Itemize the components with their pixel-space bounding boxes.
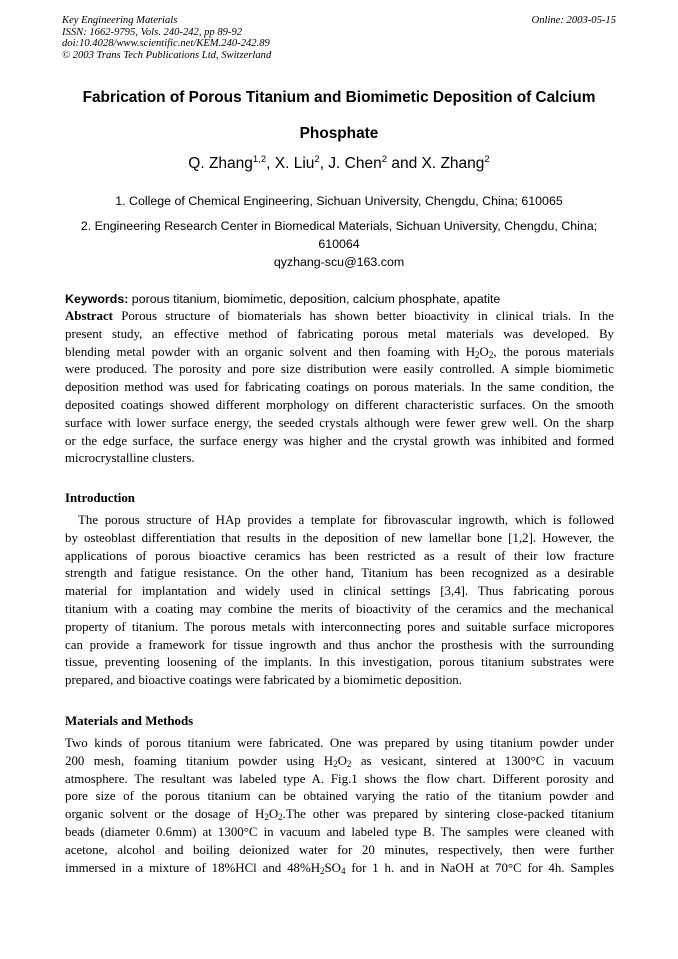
- author-name: , J. Chen: [319, 155, 382, 172]
- abstract: [65, 308, 614, 468]
- paper-title: [60, 80, 618, 152]
- abstract-line: microcrystalline clusters.: [65, 451, 195, 466]
- methods-line: Two kinds of porous titanium were fabricated. One was prepared by using titanium powder under: [65, 736, 614, 750]
- abstract-line: deposition method was used for fabricating coatings on porous materials. In the same condition, the: [65, 380, 614, 395]
- author-name: and X. Zhang: [387, 155, 485, 172]
- affiliation-2-line-1: 2. Engineering Research Center in Biomedical Materials, Sichuan University, Chengdu, China;: [80, 219, 598, 233]
- methods-line: beads (diameter 0.6mm) at 1300°C in vacuum and labeled type B. The samples were cleaned with: [65, 824, 614, 839]
- section-heading-introduction: Introduction: [65, 491, 135, 505]
- doi-line: doi:10.4028/www.scientific.net/KEM.240-242.89: [62, 38, 270, 50]
- abstract-line: deposited coatings showed different morphology on different characteristic surfaces. On the smooth: [65, 397, 614, 412]
- author-affiliation-mark: 2: [314, 154, 320, 165]
- author-name: Q. Zhang: [188, 155, 253, 172]
- intro-line: property of titanium. The porous metals with interconnecting pores and suitable surface micropores: [65, 619, 614, 634]
- intro-line: titanium with a coating may combine the merits of bioactivity of the ceramics and the mechanical: [65, 601, 614, 616]
- methods-line: atmosphere. The resultant was labeled type A. Fig.1 shows the flow chart. Different porosity and: [65, 771, 614, 786]
- author-affiliation-mark: 2: [381, 154, 388, 165]
- intro-line: tissue, preventing loosening of the implants. In this investigation, porous titanium substrates were: [65, 655, 614, 670]
- affiliation-2-line-2: 610064: [318, 237, 360, 251]
- methods-line: acetone, alcohol and boiling deionized water for 20 minutes, respectively, then were further: [65, 842, 614, 857]
- affiliation-2: [60, 217, 618, 253]
- abstract-line: blending metal powder with an organic solvent and then foaming with $H_2O_2$, the porous materials: [65, 344, 614, 360]
- keywords: [65, 291, 615, 307]
- copyright-line: © 2003 Trans Tech Publications Ltd, Switzerland: [62, 49, 272, 61]
- journal-header: [62, 15, 616, 61]
- issn-line: ISSN: 1662-9795, Vols. 240-242, pp 89-92: [62, 26, 243, 38]
- affiliation-1: 1. College of Chemical Engineering, Sichuan University, Chengdu, China; 610065: [115, 194, 563, 208]
- intro-line: can provide a framework for tissue ingrowth and thus anchor the prosthesis with the surrounding: [65, 637, 614, 652]
- intro-line: strength and fatigue resistance. On the other hand, Titanium has been recognized as a desirable: [65, 566, 614, 581]
- keywords-label: Keywords:: [65, 292, 129, 306]
- contact-email[interactable]: qyzhang-scu@163.com: [273, 255, 405, 269]
- title-line-2: Phosphate: [299, 125, 379, 142]
- journal-name: Key Engineering Materials: [62, 15, 178, 26]
- methods-line: immersed in a mixture of 18%HCl and $48\%H_2SO_4$ for 1 h. and in NaOH at 70°C for 4h. Samples: [65, 860, 615, 876]
- abstract-line: surface with lower surface energy, the seeded crystals although were fewer grew well. On the sharp: [65, 415, 614, 430]
- abstract-line: or the edge surface, the surface energy was higher and the crystal growth was inhibited and formed: [65, 433, 614, 448]
- keywords-text: porous titanium, biomimetic, deposition, calcium phosphate, apatite: [128, 292, 501, 306]
- intro-line: by osteoblast differentiation that results in the deposition of new lamellar bone [1,2]. However, the: [65, 530, 614, 545]
- intro-line: material for implantation and widely used in clinical settings [3,4]. Thus fabricating porous: [65, 584, 614, 599]
- title-line-1: Fabrication of Porous Titanium and Biomimetic Deposition of Calcium: [82, 89, 596, 106]
- author-list: [60, 153, 618, 175]
- methods-body: [65, 735, 614, 877]
- intro-line: prepared, and bioactive coatings were fabricated by a biomimetic deposition.: [65, 673, 462, 688]
- abstract-line: Abstract Porous structure of biomaterials has shown better bioactivity in clinical trials. In the: [65, 309, 614, 323]
- methods-line: organic solvent or the dosage of $H_2O_2.The$ other was prepared by sintering close-packed titanium: [65, 807, 614, 823]
- abstract-label: Abstract: [65, 309, 113, 323]
- methods-line: pore size of the porous titanium can be obtained varying the ratio of the titanium powder and: [65, 789, 614, 804]
- author-affiliation-mark: 1,2: [252, 154, 267, 165]
- methods-line: 200 mesh, foaming titanium powder using $H_2O_2$ as vesicant, sintered at 1300°C in vacuum: [65, 753, 614, 769]
- abstract-line: present study, an effective method of fabricating porous metal materials was developed. By: [65, 326, 614, 341]
- intro-line: applications of porous bioactive ceramics has been restricted as a result of their low fracture: [65, 548, 614, 563]
- introduction-body: [65, 512, 614, 690]
- section-heading-methods: Materials and Methods: [65, 714, 194, 728]
- intro-line: The porous structure of HAp provides a template for fibrovascular ingrowth, which is followed: [78, 513, 614, 527]
- abstract-line: were produced. The porosity and pore size distribution were easily controlled. A simple biomimetic: [65, 362, 614, 377]
- author-name: , X. Liu: [266, 155, 315, 172]
- author-affiliation-mark: 2: [484, 154, 490, 165]
- online-date: Online: 2003-05-15: [531, 15, 616, 26]
